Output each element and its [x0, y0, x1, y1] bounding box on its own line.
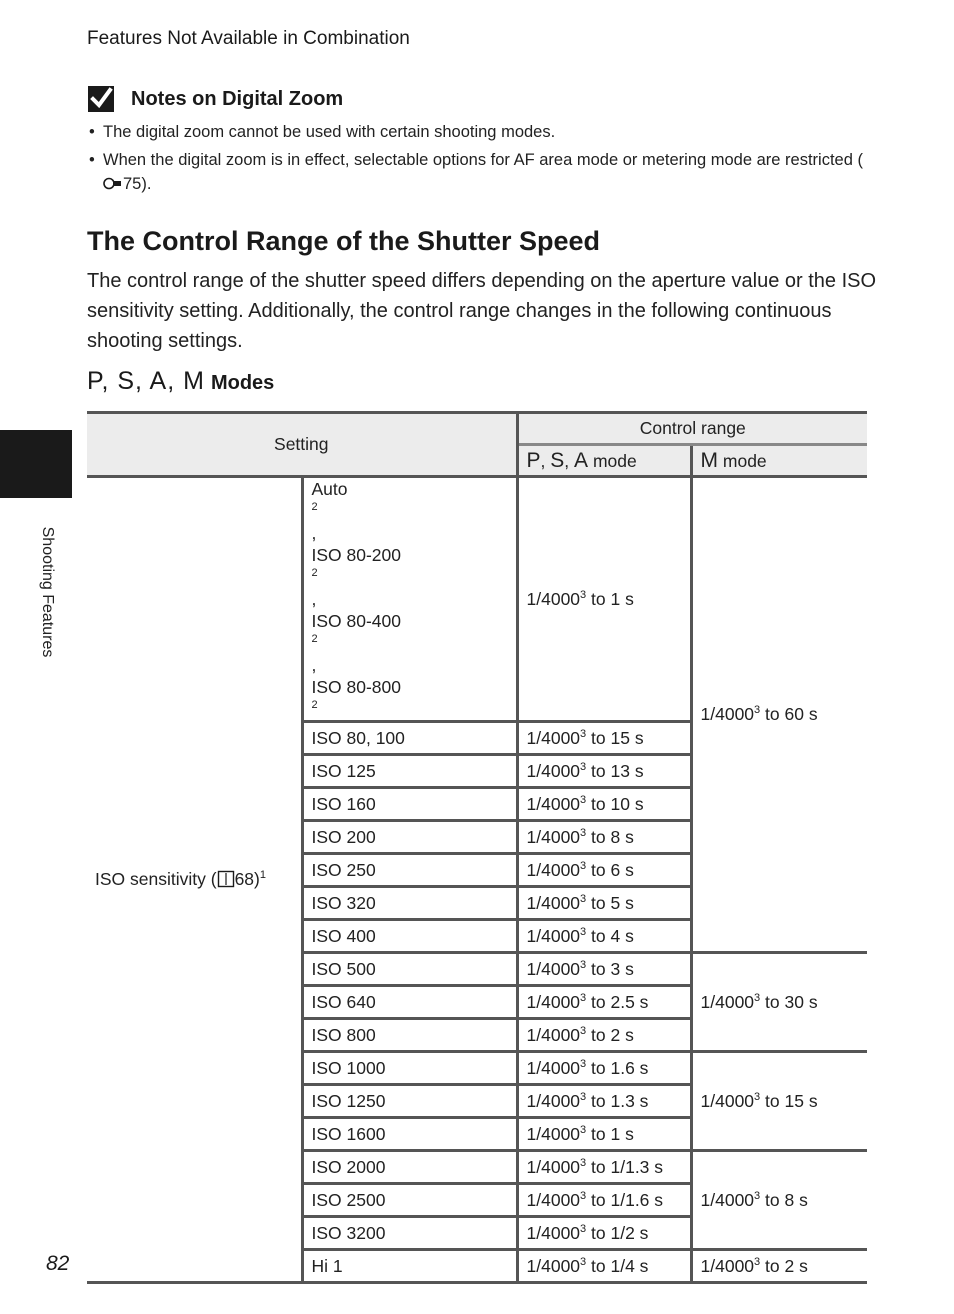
iso-label: ISO sensitivity ( [95, 869, 217, 889]
notes-list [87, 120, 867, 196]
header-psa-mode: P, S, A mode [517, 445, 691, 477]
speed-range: to 3 s [586, 958, 634, 979]
footnote-marker: 3 [580, 588, 587, 601]
speed-value: 1/4000 [526, 859, 581, 880]
psa-range-cell [517, 953, 691, 986]
setting-text: ISO 2000 [311, 1156, 386, 1177]
note-ref-page[interactable]: 75 [123, 175, 142, 193]
setting-cell [302, 920, 517, 953]
page-number: 82 [46, 1252, 70, 1275]
chapter-label: Shooting Features [39, 526, 56, 658]
header-m-mode: M mode [691, 445, 867, 477]
auto-setting-line [312, 478, 508, 544]
psa-range-cell [517, 1250, 691, 1283]
psa-range-cell [517, 1052, 691, 1085]
psa-range-cell [517, 1019, 691, 1052]
iso-sensitivity-cell [87, 477, 302, 1283]
auto-setting-line [312, 610, 508, 676]
footnote-marker: 2 [311, 699, 318, 711]
setting-cell [302, 788, 517, 821]
speed-range: to 2 s [586, 1024, 634, 1045]
footnote-marker: 3 [580, 727, 587, 740]
speed-value: 1/4000 [526, 1156, 581, 1177]
setting-cell [302, 722, 517, 755]
psa-range-cell [517, 722, 691, 755]
setting-cell [302, 1250, 517, 1283]
psa-range-cell [517, 887, 691, 920]
setting-cell [302, 854, 517, 887]
footnote-marker: 2 [311, 567, 318, 579]
setting-cell [302, 1217, 517, 1250]
header-control-range: Control range [517, 413, 867, 445]
setting-cell [302, 821, 517, 854]
footnote-marker: 3 [754, 991, 761, 1004]
speed-value: 1/4000 [526, 1057, 581, 1078]
speed-value: 1/4000 [526, 991, 581, 1012]
note-text: The digital zoom cannot be used with certain shooting modes. [103, 123, 556, 141]
setting-text: ISO 80-800 [311, 677, 401, 697]
note-text-end: ). [141, 175, 152, 193]
setting-cell [302, 887, 517, 920]
speed-range: to 5 s [586, 892, 634, 913]
book-reference-icon [217, 870, 235, 888]
setting-text: ISO 1000 [311, 1057, 386, 1078]
speed-value: 1/4000 [526, 826, 581, 847]
speed-range: to 1 s [586, 588, 634, 609]
psa-range-cell [517, 788, 691, 821]
setting-text: ISO 2500 [311, 1189, 386, 1210]
header-setting: Setting [87, 413, 517, 477]
psa-range-cell [517, 477, 691, 722]
speed-range: to 15 s [760, 1090, 818, 1111]
psa-range-cell [517, 1184, 691, 1217]
speed-range: to 1 s [586, 1123, 634, 1144]
speed-value: 1/4000 [526, 793, 581, 814]
setting-text: ISO 3200 [311, 1222, 386, 1243]
footnote-marker: 3 [580, 859, 587, 872]
setting-cell [302, 477, 517, 722]
psa-range-cell [517, 821, 691, 854]
modes-word: Modes [210, 372, 275, 394]
setting-text: ISO 500 [311, 958, 376, 979]
speed-value: 1/4000 [526, 892, 581, 913]
punct: , [311, 589, 317, 609]
speed-value: 1/4000 [526, 1090, 581, 1111]
footnote-marker: 3 [754, 704, 761, 716]
notes-header [87, 82, 867, 116]
footnote-marker: 3 [580, 991, 587, 1004]
section-title: The Control Range of the Shutter Speed [87, 226, 601, 256]
setting-text: ISO 80, 100 [311, 727, 405, 748]
footnote-marker: 3 [580, 793, 587, 806]
footnote-marker: 3 [580, 1156, 587, 1169]
running-head: Features Not Available in Combination [87, 28, 410, 49]
setting-text: ISO 1250 [311, 1090, 386, 1111]
chapter-tab [0, 430, 72, 498]
check-note-icon [87, 85, 115, 113]
setting-cell [302, 1052, 517, 1085]
psa-range-cell [517, 1085, 691, 1118]
speed-range: to 10 s [586, 793, 644, 814]
setting-text: ISO 250 [311, 859, 376, 880]
speed-value: 1/4000 [526, 1024, 581, 1045]
setting-text: ISO 1600 [311, 1123, 386, 1144]
speed-value: 1/4000 [526, 588, 581, 609]
speed-value: 1/4000 [526, 1123, 581, 1144]
setting-text: ISO 80-400 [311, 611, 401, 631]
section-intro: The control range of the shutter speed differs depending on the aperture value or the ISO sensitivity setting. Additionally, the control range changes in the following continuous shooting settings. [87, 270, 877, 352]
footnote-marker: 3 [580, 1222, 587, 1235]
modes-heading [87, 367, 274, 399]
footnote-marker: 3 [580, 1255, 587, 1268]
speed-value: 1/4000 [526, 925, 581, 946]
speed-value: 1/4000 [526, 760, 581, 781]
footnote-marker: 3 [580, 1189, 587, 1202]
speed-range: to 1/1.6 s [586, 1189, 664, 1210]
speed-range: to 8 s [760, 1189, 808, 1210]
footnote-marker: 3 [580, 826, 587, 839]
setting-text: ISO 200 [311, 826, 376, 847]
footnote-marker: 3 [754, 1255, 761, 1268]
footnote-marker: 3 [754, 1090, 761, 1103]
speed-value: 1/4000 [700, 1255, 755, 1276]
speed-range: to 1/4 s [586, 1255, 649, 1276]
table-body [87, 477, 867, 1283]
m-range-cell [691, 1151, 867, 1250]
speed-range: to 1.3 s [586, 1090, 649, 1111]
psa-range-cell [517, 854, 691, 887]
setting-text: Auto [311, 479, 348, 499]
note-item [87, 148, 867, 196]
setting-text: ISO 640 [311, 991, 376, 1012]
footnote-marker: 3 [754, 1189, 761, 1202]
auto-setting-line [312, 544, 508, 610]
speed-range: to 15 s [586, 727, 644, 748]
m-range-cell [691, 1250, 867, 1283]
speed-value: 1/4000 [700, 1189, 755, 1210]
punct: , [311, 523, 317, 543]
footnote-marker: 3 [580, 958, 587, 971]
speed-value: 1/4000 [700, 704, 755, 724]
m-range-cell [691, 477, 867, 953]
punct: , [311, 655, 317, 675]
footnote-marker: 3 [580, 760, 587, 773]
setting-cell [302, 755, 517, 788]
speed-range: to 1.6 s [586, 1057, 649, 1078]
reference-arrow-icon [103, 177, 123, 190]
mode-glyphs: P, S, A, M [87, 367, 205, 395]
m-range-cell [691, 1052, 867, 1151]
speed-range: to 1/1.3 s [586, 1156, 664, 1177]
speed-range: to 8 s [586, 826, 634, 847]
setting-text: ISO 400 [311, 925, 376, 946]
setting-cell [302, 1184, 517, 1217]
psa-range-cell [517, 755, 691, 788]
table-row [87, 477, 867, 722]
speed-range: to 60 s [760, 704, 818, 724]
speed-value: 1/4000 [700, 1090, 755, 1111]
setting-cell [302, 1085, 517, 1118]
footnote-marker: 3 [580, 925, 587, 938]
footnote-marker: 3 [580, 1090, 587, 1103]
speed-value: 1/4000 [526, 727, 581, 748]
speed-range: to 13 s [586, 760, 644, 781]
iso-ref-page: 68) [234, 869, 260, 889]
footnote-marker: 3 [580, 892, 587, 905]
setting-cell [302, 1151, 517, 1184]
shutter-speed-table [87, 411, 867, 1284]
setting-text: ISO 160 [311, 793, 376, 814]
speed-range: to 1/2 s [586, 1222, 649, 1243]
speed-range: to 2 s [760, 1255, 808, 1276]
auto-setting-line [312, 676, 508, 720]
psa-range-cell [517, 1151, 691, 1184]
footnote-marker: 3 [580, 1024, 587, 1037]
speed-range: to 30 s [760, 991, 818, 1012]
m-range-cell [691, 953, 867, 1052]
psa-range-cell [517, 1217, 691, 1250]
footnote-marker: 2 [311, 501, 318, 513]
psa-range-cell [517, 1118, 691, 1151]
setting-cell [302, 953, 517, 986]
psa-range-cell [517, 920, 691, 953]
note-item [87, 120, 867, 144]
speed-range: to 4 s [586, 925, 634, 946]
setting-text: ISO 125 [311, 760, 376, 781]
speed-range: to 6 s [586, 859, 634, 880]
footnote-marker: 1 [259, 869, 266, 881]
notes-box [87, 82, 867, 200]
speed-value: 1/4000 [526, 958, 581, 979]
speed-value: 1/4000 [700, 991, 755, 1012]
speed-value: 1/4000 [526, 1222, 581, 1243]
footnote-marker: 2 [311, 633, 318, 645]
speed-value: 1/4000 [526, 1189, 581, 1210]
footnote-marker: 3 [580, 1057, 587, 1070]
setting-cell [302, 986, 517, 1019]
setting-cell [302, 1118, 517, 1151]
footnote-marker: 3 [580, 1123, 587, 1136]
psa-range-cell [517, 986, 691, 1019]
setting-text: ISO 320 [311, 892, 376, 913]
speed-value: 1/4000 [526, 1255, 581, 1276]
notes-title: Notes on Digital Zoom [131, 87, 344, 110]
speed-range: to 2.5 s [586, 991, 649, 1012]
setting-text: ISO 800 [311, 1024, 376, 1045]
setting-text: Hi 1 [311, 1255, 343, 1276]
setting-cell [302, 1019, 517, 1052]
note-text: When the digital zoom is in effect, selectable options for AF area mode or metering mode are restricted ( [103, 151, 863, 169]
setting-text: ISO 80-200 [311, 545, 401, 565]
